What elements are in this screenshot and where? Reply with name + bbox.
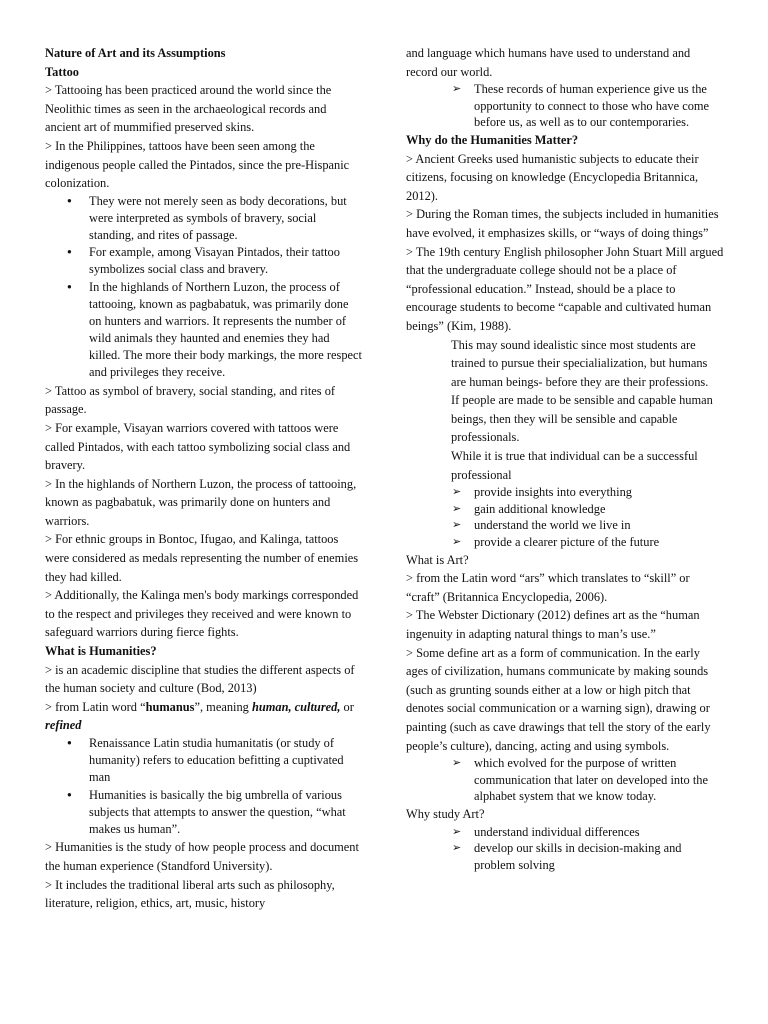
indented-paragraph: While it is true that individual can be a successful professional	[451, 449, 698, 482]
bold-word: humanus	[145, 699, 195, 714]
paragraph: > Humanities is the study of how people process and document the human experience (Standford University).	[45, 840, 359, 874]
arrow-list	[452, 824, 724, 874]
arrow-list	[452, 484, 724, 550]
paragraph: > is an academic discipline that studies the different aspects of the human society and culture (Bod, 2013)	[45, 662, 355, 696]
list-item: ➢ develop our skills in decision-making and problem solving	[452, 840, 724, 873]
paragraph-latin-word	[45, 698, 363, 735]
document-title: Nature of Art and its Assumptions	[45, 46, 226, 60]
paragraph: > In the highlands of Northern Luzon, the process of tattooing, known as pagbabatuk, was primarily done on hunters and warriors.	[45, 476, 357, 528]
left-column	[45, 44, 363, 913]
humanities-matter-heading: Why do the Humanities Matter?	[406, 132, 579, 147]
list-item: ➢ understand individual differences	[452, 824, 724, 841]
list-item: ➢ provide insights into everything	[452, 484, 724, 501]
bold-italic-words: human, cultured,	[251, 699, 341, 714]
indented-paragraph: This may sound idealistic since most students are trained to pursue their specialialization, but humans are human beings- before they are their professions.	[451, 337, 709, 389]
bullet-list	[67, 735, 363, 837]
paragraph: > The Webster Dictionary (2012) defines art as the “human ingenuity in adapting natural things to man’s use.”	[406, 608, 700, 641]
list-item: ● In the highlands of Northern Luzon, the process of tattooing, known as pagbabatuk, was primarily done on hunters and warriors. It represents the number of wild animals they haunted and enemies they had killed. The more their body markings, the more respect and privileges they receive.	[67, 279, 363, 380]
right-column	[406, 44, 724, 873]
paragraph: > For ethnic groups in Bontoc, Ifugao, and Kalinga, tattoos were considered as medals representing the number of enemies they had killed.	[45, 532, 359, 584]
text-span: > from Latin word “	[45, 699, 146, 714]
paragraph: > Some define art as a form of communication. In the early ages of civilization, humans communicate by making sounds (such as grunting sounds either at a low or high pitch that denotes social communication or a warning sign), drawing or painting (such as cave drawings that tell the story of the early people’s culture), dancing, acting and using symbols.	[406, 645, 711, 753]
list-item: ● They were not merely seen as body decorations, but were interpreted as symbols of bravery, social standing, and rites of passage.	[67, 193, 363, 244]
list-item: ➢ provide a clearer picture of the future	[452, 534, 724, 551]
why-study-art-heading: Why study Art?	[406, 806, 485, 821]
bold-italic-word: refined	[45, 718, 82, 733]
list-item: ➢ gain additional knowledge	[452, 501, 724, 518]
list-item: ➢ which evolved for the purpose of written communication that later on developed into the alphabet system that we know today.	[452, 755, 724, 805]
humanities-heading: What is Humanities?	[45, 644, 157, 659]
list-item: ● Renaissance Latin studia humanitatis (or study of humanity) refers to education befitting a cuptivated man	[67, 735, 363, 786]
list-item: ➢ understand the world we live in	[452, 517, 724, 534]
list-item: ● Humanities is basically the big umbrella of various subjects that attempts to answer the question, “what makes us human”.	[67, 787, 363, 838]
paragraph: > The 19th century English philosopher John Stuart Mill argued that the undergraduate college should not be a place of “professional education.” Instead, should be a place to encourage students to become “capable and cultivated human beings” (Kim, 1988).	[406, 244, 724, 333]
paragraph: > Tattooing has been practiced around the world since the Neolithic times as seen in the archaeological records and ancient art of mummified preserved skins.	[45, 83, 332, 135]
indented-paragraph: If people are made to be sensible and capable human beings, then they will be sensible and capable professionals.	[451, 393, 713, 445]
list-item: ● For example, among Visayan Pintados, their tattoo symbolizes social class and bravery.	[67, 244, 363, 278]
bullet-list	[67, 193, 363, 381]
paragraph: > from the Latin word “ars” which translates to “skill” or “craft” (Britannica Encyclopedia, 2006).	[406, 571, 690, 604]
arrow-list	[452, 81, 724, 131]
text-span: ”, meaning	[194, 699, 252, 714]
what-is-art-heading: What is Art?	[406, 552, 469, 567]
text-span: or	[340, 699, 354, 714]
paragraph: > Tattoo as symbol of bravery, social standing, and rites of passage.	[45, 383, 336, 417]
list-item: ➢ These records of human experience give us the opportunity to connect to those who have come before us, as well as to our contemporaries.	[452, 81, 724, 131]
paragraph: and language which humans have used to understand and record our world.	[406, 46, 691, 79]
paragraph: > It includes the traditional liberal arts such as philosophy, literature, religion, ethics, art, music, history	[45, 877, 335, 911]
paragraph: > Additionally, the Kalinga men's body markings corresponded to the respect and privileges they received and were known to safeguard warriors during fierce fights.	[45, 588, 359, 640]
paragraph: > During the Roman times, the subjects included in humanities have evolved, it emphasizes skills, or “ways of doing things”	[406, 207, 719, 240]
paragraph: > For example, Visayan warriors covered with tattoos were called Pintados, with each tattoo symbolizing social class and bravery.	[45, 420, 351, 473]
tattoo-heading: Tattoo	[45, 64, 79, 79]
paragraph: > In the Philippines, tattoos have been seen among the indigenous people called the Pintados, since the pre-Hispanic colonization.	[45, 138, 350, 191]
paragraph: > Ancient Greeks used humanistic subjects to educate their citizens, focusing on knowledge (Encyclopedia Britannica, 2012).	[406, 151, 699, 203]
arrow-list	[452, 755, 724, 805]
